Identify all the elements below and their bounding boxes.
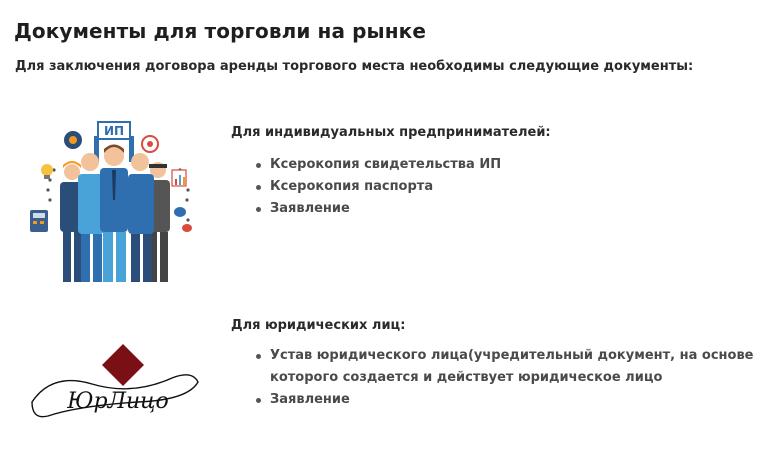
diamond-shape: [102, 344, 144, 386]
page-subtitle: Для заключения договора аренды торгового места необходимы следующие документы:: [15, 59, 694, 74]
ip-sign-text: ИП: [103, 124, 125, 138]
list-item: Ксерокопия паспорта: [270, 176, 770, 198]
list-item: Ксерокопия свидетельства ИП: [270, 154, 770, 176]
person-center: [100, 145, 128, 283]
entrepreneurs-illustration: [30, 120, 205, 285]
section-heading-entrepreneurs: Для индивидуальных предпринимателей:: [231, 125, 551, 140]
list-item: Заявление: [270, 389, 781, 411]
bar-chart-icon: [172, 170, 186, 186]
person-mid-right: [128, 153, 154, 282]
entrepreneur-documents-list: [254, 154, 770, 220]
brain-icon: [64, 131, 82, 149]
legal-entity-logo: [28, 340, 203, 425]
bulb-icon: [41, 164, 53, 179]
target-icon: [142, 136, 158, 152]
list-item: Устав юридического лица(учредительный документ, на основе которого создается и действует юридическое лицо: [270, 345, 781, 389]
page-title: Документы для торговли на рынке: [14, 19, 426, 43]
calculator-icon: [30, 210, 48, 232]
list-item: Заявление: [270, 198, 770, 220]
legal-entity-documents-list: [254, 345, 781, 411]
logo-text: ЮрЛицо: [67, 389, 169, 414]
section-heading-legal-entities: Для юридических лиц:: [231, 318, 406, 333]
